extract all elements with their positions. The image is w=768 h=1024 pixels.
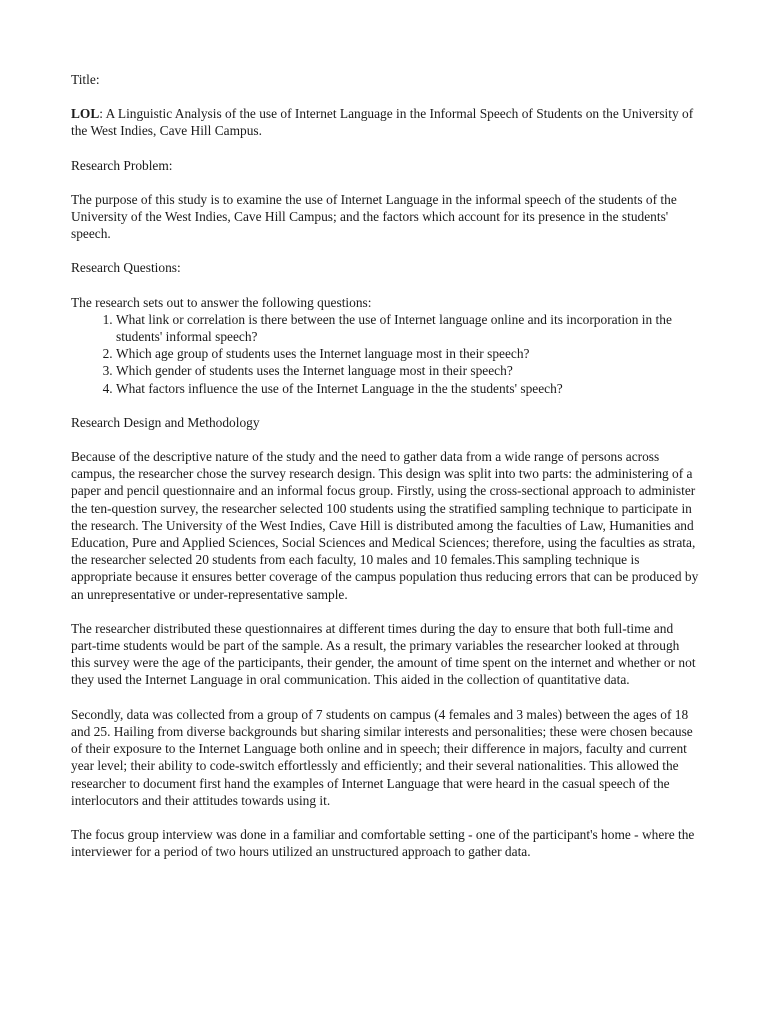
title-text: : A Linguistic Analysis of the use of Internet Language in the Informal Speech of Students on the University of the West Indies, Cave Hill Campus. <box>71 106 694 139</box>
research-question: 2. Which age group of students uses the Internet language most in their speech? <box>116 345 699 362</box>
document-title <box>71 105 699 139</box>
research-question: 4. What factors influence the use of the Internet Language in the the students' speech? <box>116 380 699 397</box>
methodology-heading: Research Design and Methodology <box>71 414 260 430</box>
research-problem-heading: Research Problem: <box>71 157 173 173</box>
methodology-paragraph: Secondly, data was collected from a group of 7 students on campus (4 females and 3 males) between the ages of 18 and 25. Hailing from diverse backgrounds but sharing similar interests and personalities; these were chosen because of their exposure to the Internet Language both online and in speech; their difference in majors, faculty and current year level; their ability to code-switch effortlessly and efficiently; and their several nationalities. This allowed the researcher to document first hand the examples of Internet Language that were heard in the casual speech of the interlocutors and their attitudes towards using it. <box>71 706 693 808</box>
research-questions-intro: The research sets out to answer the following questions: <box>71 294 372 310</box>
methodology-paragraph: Because of the descriptive nature of the study and the need to gather data from a wide range of persons across campus, the researcher chose the survey research design. This design was split into two parts: the administering of a paper and pencil questionnaire and an informal focus group. Firstly, using the cross-sectional approach to administer the ten-question survey, the researcher selected 100 students using the stratified sampling technique to participate in the research. The University of the West Indies, Cave Hill is distributed among the faculties of Law, Humanities and Education, Pure and Applied Sciences, Social Sciences and Medical Sciences; therefore, using the faculties as strata, the researcher selected 20 students from each faculty, 10 males and 10 females.This sampling technique is appropriate because it ensures better coverage of the campus population thus reducing errors that can be produced by an unrepresentative or under-representative sample. <box>71 449 699 602</box>
document-body <box>71 71 699 877</box>
research-questions-list <box>71 311 699 397</box>
methodology-paragraph: The researcher distributed these questionnaires at different times during the day to ensure that both full-time and part-time students would be part of the sample. As a result, the primary variables the researcher looked at through this survey were the age of the participants, their gender, the amount of time spent on the internet and whether or not they used the Internet Language in oral communication. This aided in the collection of quantitative data. <box>71 620 696 688</box>
title-acronym: LOL <box>71 106 100 122</box>
research-question: 3. Which gender of students uses the Internet language most in their speech? <box>116 362 699 379</box>
research-question: 1. What link or correlation is there between the use of Internet language online and its incorporation in the students' informal speech? <box>116 311 699 345</box>
research-problem-text: The purpose of this study is to examine the use of Internet Language in the informal speech of the students of the University of the West Indies, Cave Hill Campus; and the factors which account for its presence in the students' speech. <box>71 191 677 242</box>
methodology-paragraph: The focus group interview was done in a familiar and comfortable setting - one of the participant's home - where the interviewer for a period of two hours utilized an unstructured approach to gather data. <box>71 826 695 860</box>
research-questions-heading: Research Questions: <box>71 260 181 276</box>
title-label: Title: <box>71 72 100 87</box>
